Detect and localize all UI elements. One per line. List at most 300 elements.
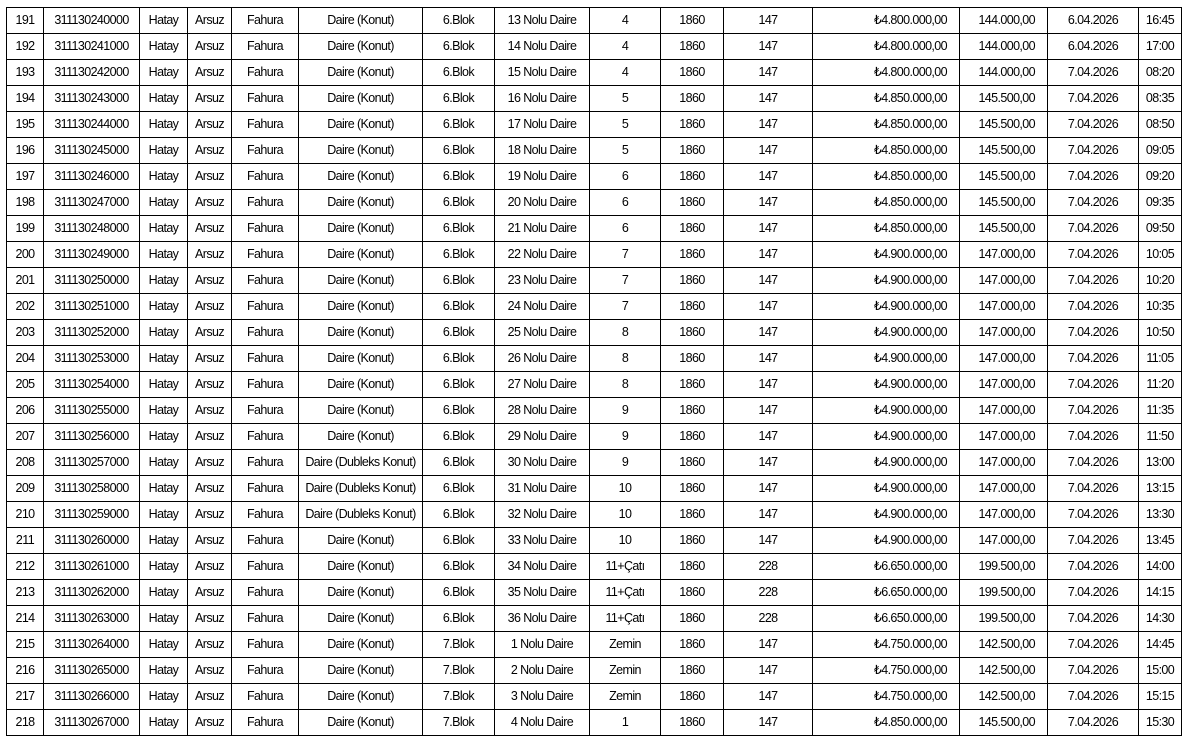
floor-cell: 11+Çatı [590,580,661,606]
floor-cell: 8 [590,372,661,398]
property-id-cell: 311130263000 [44,606,140,632]
time-cell: 11:05 [1139,346,1182,372]
plot-cell: 1860 [661,112,724,138]
property-type-cell: Daire (Konut) [299,346,423,372]
property-type-cell: Daire (Konut) [299,242,423,268]
table-row [7,190,1182,216]
time-cell: 10:50 [1139,320,1182,346]
district-cell: Arsuz [188,528,232,554]
neighborhood-cell: Fahura [232,710,299,736]
property-id-cell: 311130249000 [44,242,140,268]
province-cell: Hatay [140,320,188,346]
neighborhood-cell: Fahura [232,528,299,554]
time-cell: 13:00 [1139,450,1182,476]
deposit-cell: 145.500,00 [960,138,1048,164]
date-cell: 7.04.2026 [1048,372,1139,398]
date-cell: 7.04.2026 [1048,632,1139,658]
plot-cell: 1860 [661,346,724,372]
table-row [7,606,1182,632]
unit-cell: 13 Nolu Daire [495,8,590,34]
price-cell: ₺4.900.000,00 [813,528,960,554]
property-type-cell: Daire (Dubleks Konut) [299,450,423,476]
row-number-cell: 192 [7,34,44,60]
date-cell: 7.04.2026 [1048,320,1139,346]
property-table [6,7,1182,736]
price-cell: ₺4.900.000,00 [813,450,960,476]
province-cell: Hatay [140,476,188,502]
row-number-cell: 212 [7,554,44,580]
row-number-cell: 195 [7,112,44,138]
plot-cell: 1860 [661,632,724,658]
block-cell: 6.Blok [423,242,495,268]
province-cell: Hatay [140,164,188,190]
time-cell: 09:35 [1139,190,1182,216]
plot-cell: 1860 [661,242,724,268]
province-cell: Hatay [140,424,188,450]
area-cell: 147 [724,86,813,112]
district-cell: Arsuz [188,450,232,476]
property-type-cell: Daire (Konut) [299,320,423,346]
plot-cell: 1860 [661,398,724,424]
property-type-cell: Daire (Konut) [299,112,423,138]
block-cell: 6.Blok [423,372,495,398]
table-row [7,320,1182,346]
unit-cell: 4 Nolu Daire [495,710,590,736]
table-body [7,8,1182,736]
row-number-cell: 206 [7,398,44,424]
property-type-cell: Daire (Konut) [299,190,423,216]
block-cell: 6.Blok [423,112,495,138]
property-id-cell: 311130248000 [44,216,140,242]
price-cell: ₺4.900.000,00 [813,242,960,268]
time-cell: 10:20 [1139,268,1182,294]
time-cell: 15:00 [1139,658,1182,684]
time-cell: 16:45 [1139,8,1182,34]
floor-cell: 8 [590,346,661,372]
date-cell: 6.04.2026 [1048,34,1139,60]
time-cell: 10:05 [1139,242,1182,268]
unit-cell: 29 Nolu Daire [495,424,590,450]
table-row [7,528,1182,554]
block-cell: 6.Blok [423,34,495,60]
price-cell: ₺4.750.000,00 [813,684,960,710]
floor-cell: Zemin [590,684,661,710]
deposit-cell: 147.000,00 [960,424,1048,450]
property-type-cell: Daire (Dubleks Konut) [299,502,423,528]
district-cell: Arsuz [188,268,232,294]
plot-cell: 1860 [661,190,724,216]
area-cell: 147 [724,710,813,736]
district-cell: Arsuz [188,502,232,528]
plot-cell: 1860 [661,138,724,164]
province-cell: Hatay [140,86,188,112]
property-type-cell: Daire (Konut) [299,424,423,450]
property-type-cell: Daire (Konut) [299,372,423,398]
time-cell: 13:15 [1139,476,1182,502]
listing-sheet [6,7,1182,736]
neighborhood-cell: Fahura [232,112,299,138]
table-row [7,580,1182,606]
province-cell: Hatay [140,346,188,372]
property-id-cell: 311130257000 [44,450,140,476]
block-cell: 7.Blok [423,710,495,736]
time-cell: 08:20 [1139,60,1182,86]
neighborhood-cell: Fahura [232,268,299,294]
unit-cell: 25 Nolu Daire [495,320,590,346]
table-row [7,398,1182,424]
date-cell: 7.04.2026 [1048,164,1139,190]
plot-cell: 1860 [661,60,724,86]
neighborhood-cell: Fahura [232,658,299,684]
district-cell: Arsuz [188,294,232,320]
unit-cell: 17 Nolu Daire [495,112,590,138]
neighborhood-cell: Fahura [232,580,299,606]
block-cell: 6.Blok [423,346,495,372]
district-cell: Arsuz [188,424,232,450]
area-cell: 147 [724,8,813,34]
property-type-cell: Daire (Konut) [299,268,423,294]
district-cell: Arsuz [188,86,232,112]
time-cell: 08:35 [1139,86,1182,112]
date-cell: 7.04.2026 [1048,450,1139,476]
table-row [7,476,1182,502]
table-row [7,632,1182,658]
row-number-cell: 199 [7,216,44,242]
unit-cell: 36 Nolu Daire [495,606,590,632]
floor-cell: 1 [590,710,661,736]
deposit-cell: 142.500,00 [960,632,1048,658]
block-cell: 6.Blok [423,424,495,450]
floor-cell: 10 [590,476,661,502]
date-cell: 7.04.2026 [1048,658,1139,684]
unit-cell: 31 Nolu Daire [495,476,590,502]
table-row [7,372,1182,398]
floor-cell: 5 [590,86,661,112]
property-type-cell: Daire (Konut) [299,554,423,580]
date-cell: 7.04.2026 [1048,346,1139,372]
table-row [7,242,1182,268]
table-row [7,294,1182,320]
row-number-cell: 194 [7,86,44,112]
price-cell: ₺4.850.000,00 [813,710,960,736]
plot-cell: 1860 [661,606,724,632]
deposit-cell: 147.000,00 [960,528,1048,554]
price-cell: ₺4.900.000,00 [813,268,960,294]
row-number-cell: 204 [7,346,44,372]
row-number-cell: 205 [7,372,44,398]
row-number-cell: 201 [7,268,44,294]
table-row [7,502,1182,528]
property-type-cell: Daire (Konut) [299,294,423,320]
table-row [7,138,1182,164]
neighborhood-cell: Fahura [232,632,299,658]
unit-cell: 30 Nolu Daire [495,450,590,476]
time-cell: 08:50 [1139,112,1182,138]
area-cell: 147 [724,346,813,372]
time-cell: 14:00 [1139,554,1182,580]
district-cell: Arsuz [188,138,232,164]
property-type-cell: Daire (Konut) [299,580,423,606]
block-cell: 6.Blok [423,86,495,112]
date-cell: 7.04.2026 [1048,294,1139,320]
price-cell: ₺6.650.000,00 [813,606,960,632]
unit-cell: 26 Nolu Daire [495,346,590,372]
table-row [7,346,1182,372]
property-id-cell: 311130260000 [44,528,140,554]
plot-cell: 1860 [661,320,724,346]
area-cell: 228 [724,606,813,632]
province-cell: Hatay [140,242,188,268]
unit-cell: 27 Nolu Daire [495,372,590,398]
district-cell: Arsuz [188,710,232,736]
row-number-cell: 214 [7,606,44,632]
district-cell: Arsuz [188,632,232,658]
neighborhood-cell: Fahura [232,398,299,424]
deposit-cell: 147.000,00 [960,294,1048,320]
plot-cell: 1860 [661,8,724,34]
district-cell: Arsuz [188,606,232,632]
district-cell: Arsuz [188,34,232,60]
block-cell: 6.Blok [423,398,495,424]
deposit-cell: 145.500,00 [960,216,1048,242]
property-id-cell: 311130246000 [44,164,140,190]
deposit-cell: 147.000,00 [960,268,1048,294]
plot-cell: 1860 [661,424,724,450]
date-cell: 7.04.2026 [1048,268,1139,294]
property-type-cell: Daire (Konut) [299,398,423,424]
block-cell: 6.Blok [423,450,495,476]
neighborhood-cell: Fahura [232,190,299,216]
deposit-cell: 142.500,00 [960,658,1048,684]
date-cell: 7.04.2026 [1048,216,1139,242]
time-cell: 11:35 [1139,398,1182,424]
date-cell: 7.04.2026 [1048,398,1139,424]
district-cell: Arsuz [188,372,232,398]
price-cell: ₺4.850.000,00 [813,86,960,112]
area-cell: 147 [724,60,813,86]
plot-cell: 1860 [661,216,724,242]
area-cell: 147 [724,684,813,710]
deposit-cell: 147.000,00 [960,476,1048,502]
table-row [7,86,1182,112]
unit-cell: 34 Nolu Daire [495,554,590,580]
property-id-cell: 311130244000 [44,112,140,138]
property-id-cell: 311130240000 [44,8,140,34]
neighborhood-cell: Fahura [232,424,299,450]
province-cell: Hatay [140,372,188,398]
district-cell: Arsuz [188,684,232,710]
province-cell: Hatay [140,710,188,736]
floor-cell: 9 [590,450,661,476]
floor-cell: 9 [590,424,661,450]
time-cell: 09:05 [1139,138,1182,164]
row-number-cell: 215 [7,632,44,658]
province-cell: Hatay [140,450,188,476]
plot-cell: 1860 [661,684,724,710]
price-cell: ₺4.850.000,00 [813,216,960,242]
property-id-cell: 311130250000 [44,268,140,294]
property-type-cell: Daire (Konut) [299,606,423,632]
floor-cell: 10 [590,528,661,554]
province-cell: Hatay [140,268,188,294]
time-cell: 15:30 [1139,710,1182,736]
row-number-cell: 210 [7,502,44,528]
row-number-cell: 211 [7,528,44,554]
area-cell: 147 [724,658,813,684]
province-cell: Hatay [140,684,188,710]
time-cell: 14:45 [1139,632,1182,658]
unit-cell: 1 Nolu Daire [495,632,590,658]
date-cell: 7.04.2026 [1048,60,1139,86]
floor-cell: 4 [590,8,661,34]
time-cell: 14:30 [1139,606,1182,632]
floor-cell: 4 [590,60,661,86]
area-cell: 147 [724,502,813,528]
price-cell: ₺4.850.000,00 [813,190,960,216]
floor-cell: 7 [590,294,661,320]
area-cell: 147 [724,268,813,294]
district-cell: Arsuz [188,8,232,34]
floor-cell: Zemin [590,658,661,684]
property-type-cell: Daire (Konut) [299,164,423,190]
price-cell: ₺4.750.000,00 [813,658,960,684]
province-cell: Hatay [140,60,188,86]
block-cell: 6.Blok [423,8,495,34]
row-number-cell: 197 [7,164,44,190]
time-cell: 13:30 [1139,502,1182,528]
plot-cell: 1860 [661,554,724,580]
neighborhood-cell: Fahura [232,164,299,190]
row-number-cell: 208 [7,450,44,476]
floor-cell: 6 [590,164,661,190]
time-cell: 17:00 [1139,34,1182,60]
price-cell: ₺6.650.000,00 [813,554,960,580]
row-number-cell: 198 [7,190,44,216]
plot-cell: 1860 [661,294,724,320]
province-cell: Hatay [140,216,188,242]
date-cell: 7.04.2026 [1048,684,1139,710]
deposit-cell: 199.500,00 [960,554,1048,580]
plot-cell: 1860 [661,34,724,60]
district-cell: Arsuz [188,216,232,242]
property-id-cell: 311130247000 [44,190,140,216]
price-cell: ₺4.900.000,00 [813,476,960,502]
unit-cell: 2 Nolu Daire [495,658,590,684]
area-cell: 147 [724,320,813,346]
neighborhood-cell: Fahura [232,346,299,372]
block-cell: 7.Blok [423,632,495,658]
area-cell: 147 [724,450,813,476]
time-cell: 14:15 [1139,580,1182,606]
property-id-cell: 311130259000 [44,502,140,528]
price-cell: ₺4.900.000,00 [813,398,960,424]
property-id-cell: 311130258000 [44,476,140,502]
unit-cell: 15 Nolu Daire [495,60,590,86]
block-cell: 6.Blok [423,502,495,528]
row-number-cell: 202 [7,294,44,320]
area-cell: 147 [724,138,813,164]
time-cell: 11:20 [1139,372,1182,398]
table-row [7,216,1182,242]
table-row [7,554,1182,580]
row-number-cell: 216 [7,658,44,684]
deposit-cell: 147.000,00 [960,502,1048,528]
district-cell: Arsuz [188,398,232,424]
block-cell: 6.Blok [423,268,495,294]
deposit-cell: 144.000,00 [960,8,1048,34]
area-cell: 228 [724,580,813,606]
area-cell: 147 [724,164,813,190]
province-cell: Hatay [140,554,188,580]
neighborhood-cell: Fahura [232,450,299,476]
floor-cell: 6 [590,190,661,216]
unit-cell: 16 Nolu Daire [495,86,590,112]
date-cell: 7.04.2026 [1048,138,1139,164]
date-cell: 7.04.2026 [1048,580,1139,606]
floor-cell: 6 [590,216,661,242]
area-cell: 147 [724,372,813,398]
date-cell: 7.04.2026 [1048,710,1139,736]
deposit-cell: 147.000,00 [960,398,1048,424]
floor-cell: 11+Çatı [590,606,661,632]
province-cell: Hatay [140,8,188,34]
floor-cell: 8 [590,320,661,346]
property-type-cell: Daire (Dubleks Konut) [299,476,423,502]
date-cell: 7.04.2026 [1048,554,1139,580]
block-cell: 6.Blok [423,606,495,632]
neighborhood-cell: Fahura [232,60,299,86]
price-cell: ₺4.900.000,00 [813,320,960,346]
date-cell: 7.04.2026 [1048,476,1139,502]
neighborhood-cell: Fahura [232,86,299,112]
block-cell: 6.Blok [423,294,495,320]
property-id-cell: 311130255000 [44,398,140,424]
block-cell: 6.Blok [423,580,495,606]
province-cell: Hatay [140,502,188,528]
property-id-cell: 311130253000 [44,346,140,372]
area-cell: 147 [724,294,813,320]
floor-cell: 4 [590,34,661,60]
unit-cell: 21 Nolu Daire [495,216,590,242]
row-number-cell: 191 [7,8,44,34]
deposit-cell: 144.000,00 [960,34,1048,60]
block-cell: 7.Blok [423,658,495,684]
deposit-cell: 145.500,00 [960,86,1048,112]
floor-cell: 10 [590,502,661,528]
unit-cell: 3 Nolu Daire [495,684,590,710]
neighborhood-cell: Fahura [232,242,299,268]
deposit-cell: 147.000,00 [960,242,1048,268]
table-row [7,424,1182,450]
property-id-cell: 311130254000 [44,372,140,398]
neighborhood-cell: Fahura [232,320,299,346]
deposit-cell: 147.000,00 [960,320,1048,346]
property-type-cell: Daire (Konut) [299,528,423,554]
table-row [7,658,1182,684]
area-cell: 147 [724,112,813,138]
plot-cell: 1860 [661,528,724,554]
district-cell: Arsuz [188,320,232,346]
property-type-cell: Daire (Konut) [299,684,423,710]
district-cell: Arsuz [188,346,232,372]
district-cell: Arsuz [188,580,232,606]
property-id-cell: 311130243000 [44,86,140,112]
price-cell: ₺4.900.000,00 [813,502,960,528]
floor-cell: 7 [590,242,661,268]
date-cell: 7.04.2026 [1048,242,1139,268]
province-cell: Hatay [140,398,188,424]
neighborhood-cell: Fahura [232,606,299,632]
